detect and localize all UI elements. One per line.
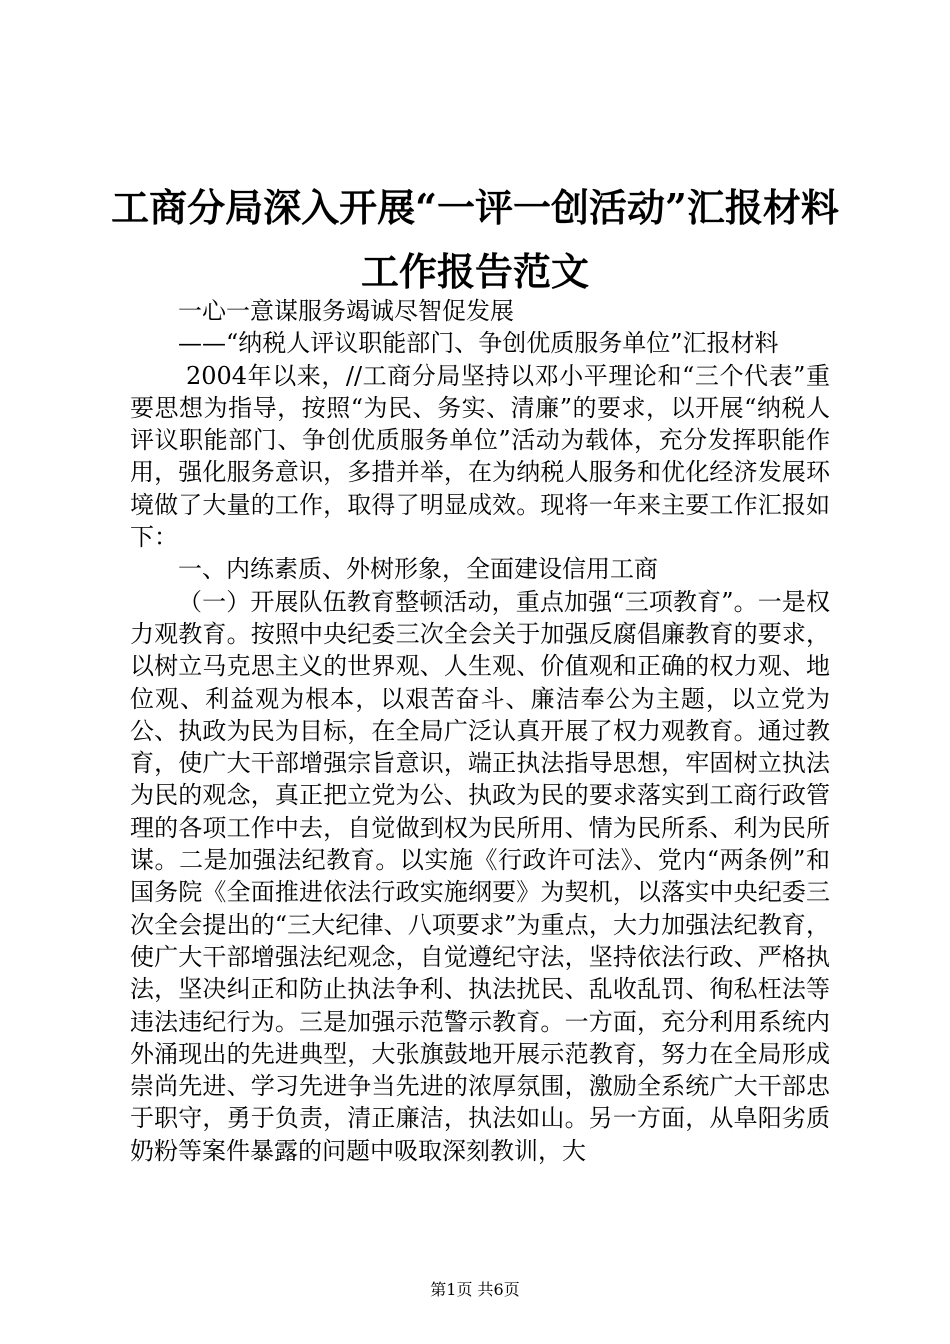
subtitle-dash-paragraph: ——“纳税人评议职能部门、争创优质服务单位”汇报材料 [178,329,779,358]
document-title-line-2: 工作报告范文 [360,249,589,294]
page-number-footer: 第1页 共6页 [430,1280,520,1299]
subtitle-paragraph: 一心一意谋服务竭诚尽智促发展 [178,297,514,325]
intro-paragraph: 2004年以来，//工商分局坚持以邓小平理论和“三个代表”重要思想为指导，按照“为民、务实、清廉”的要求，以开展“纳税人评议职能部门、争创优质服务单位”活动为载体，充分发挥职能作用，强化服务意识，多措并举，在为纳税人服务和优化经济发展环境做了大量的工作，取得了明显成效。现将一年来主要工作汇报如下： [130,361,830,552]
body-paragraph: （一）开展队伍教育整顿活动，重点加强“三项教育”。一是权力观教育。按照中央纪委三次全会关于加强反腐倡廉教育的要求，以树立马克思主义的世界观、人生观、价值观和正确的权力观、地位观、利益观为根本，以艰苦奋斗、廉洁奉公为主题，以立党为公、执政为民为目标，在全局广泛认真开展了权力观教育。通过教育，使广大干部增强宗旨意识，端正执法指导思想，牢固树立执法为民的观念，真正把立党为公、执政为民的要求落实到工商行政管理的各项工作中去，自觉做到权为民所用、情为民所系、利为民所谋。二是加强法纪教育。以实施《行政许可法》、党内“两条例”和国务院《全面推进依法行政实施纲要》为契机，以落实中央纪委三次全会提出的“三大纪律、八项要求”为重点，大力加强法纪教育，使广大干部增强法纪观念，自觉遵纪守法，坚持依法行政、严格执法，坚决纠正和防止执法争利、执法扰民、乱收乱罚、徇私枉法等违法违纪行为。三是加强示范警示教育。一方面，充分利用系统内外涌现出的先进典型，大张旗鼓地开展示范教育，努力在全局形成崇尚先进、学习先进争当先进的浓厚氛围，激励全系统广大干部忠于职守，勇于负责，清正廉洁，执法如山。另一方面，从阜阳劣质奶粉等案件暴露的问题中吸取深刻教训，大 [130,587,830,1165]
section-heading: 一、内练素质、外树形象，全面建设信用工商 [178,555,658,584]
document-body [130,295,830,1167]
document-title-line-1: 工商分局深入开展“一评一创活动”汇报材料 [111,185,839,230]
